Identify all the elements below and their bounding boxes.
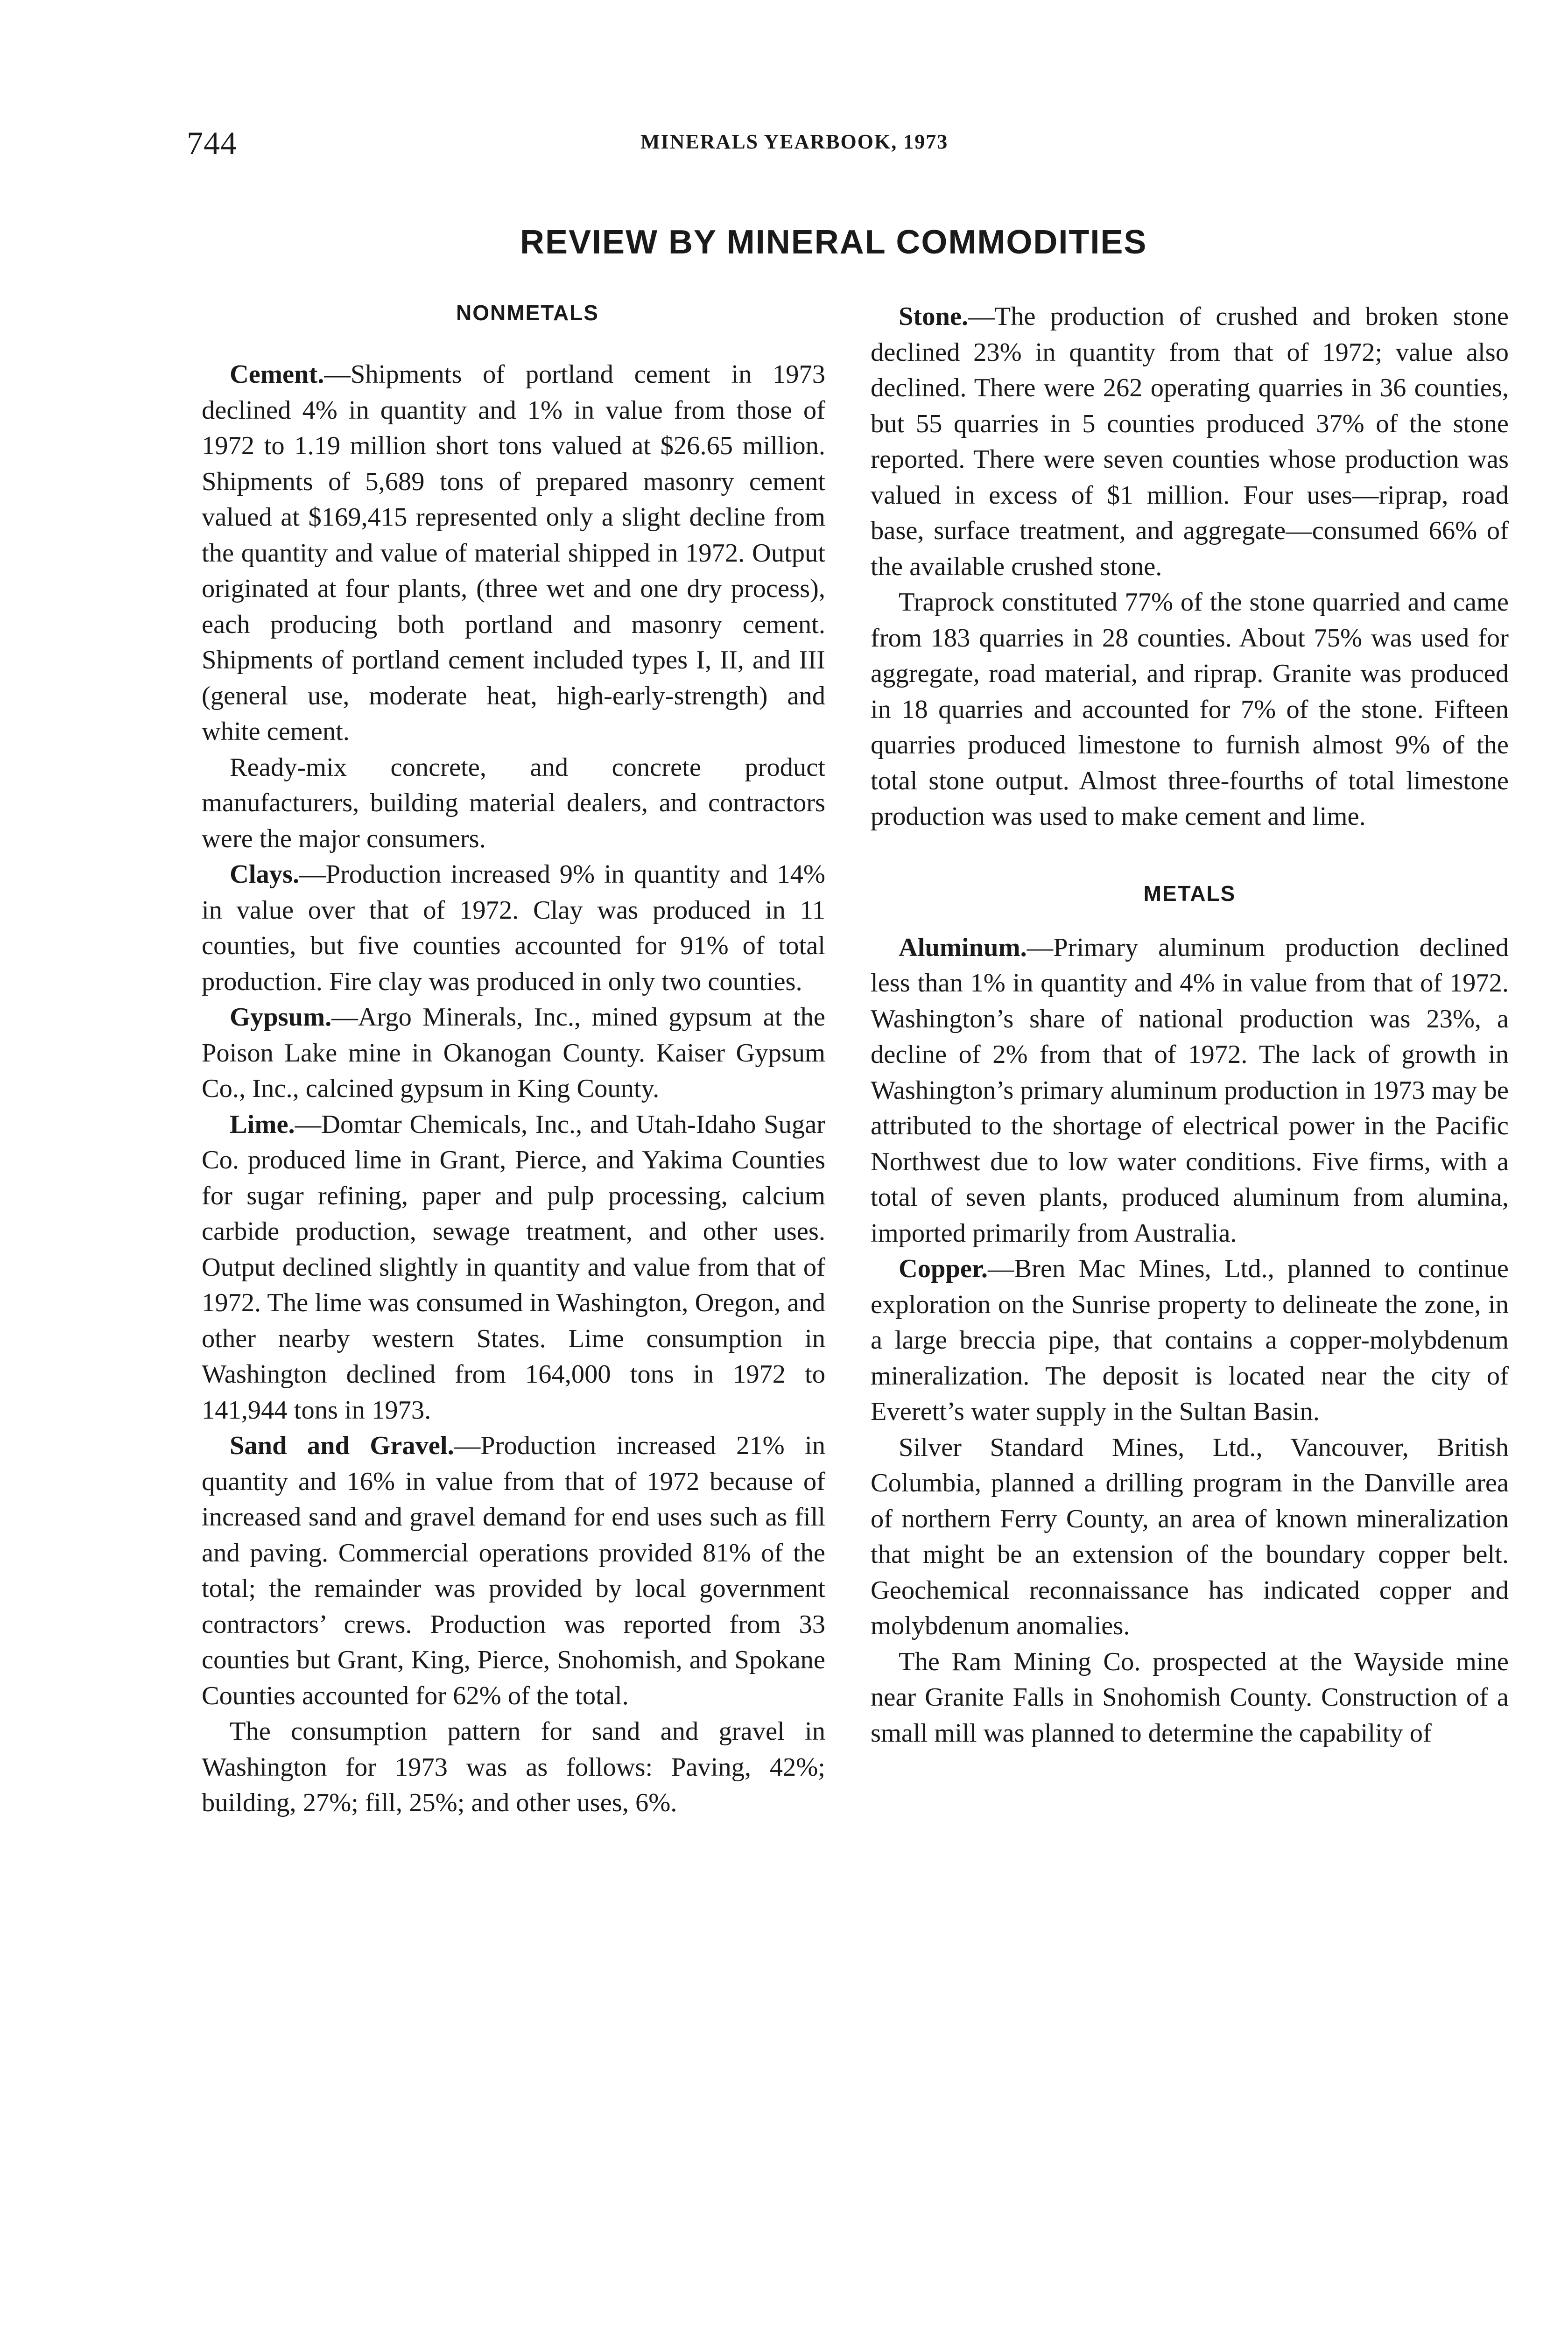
paragraph-body-gypsum: —Argo Minerals, Inc., mined gypsum at the Poison Lake mine in Okanogan County. Kaiser Gypsum Co., Inc., calcined gypsum in King County. (202, 1003, 825, 1103)
paragraph-head-cement: Cement. (230, 360, 324, 389)
paragraph-head-lime: Lime. (230, 1110, 295, 1139)
left-column (202, 299, 825, 1821)
paragraph-body-aluminum: —Primary aluminum production declined less than 1% in quantity and 4% in value from that of 1972. Washington’s share of national production was 23%, a decline of 2% from that of 1972. The lack of growth in Washington’s primary aluminum production in 1973 may be attributed to the shortage of electrical power in the Pacific Northwest due to low water conditions. Five firms, with a total of seven plants, produced aluminum from alumina, imported primarily from Australia. (871, 933, 1509, 1248)
section-heading-nonmetals: NONMETALS (456, 301, 599, 325)
paragraph-clays (202, 857, 825, 999)
paragraph-head-sand-gravel: Sand and Gravel. (230, 1431, 454, 1460)
paragraph-body-clays: —Production increased 9% in quantity and 14% in value over that of 1972. Clay was produced in 11 counties, but five counties accounted for 91% of total production. Fire clay was produced in only two counties. (202, 860, 825, 996)
paragraph-lime (202, 1107, 825, 1428)
paragraph-cement-consumers: Ready-mix concrete, and concrete product manufacturers, building material dealers, and contractors were the major consumers. (202, 752, 825, 853)
right-column (871, 299, 1509, 1751)
paragraph-body-cement: —Shipments of portland cement in 1973 declined 4% in quantity and 1% in value from those of 1972 to 1.19 million short tons valued at $26.65 million. Shipments of 5,689 tons of prepared masonry cement valued at $169,415 represented only a slight decline from the quantity and value of material shipped in 1972. Output originated at four plants, (three wet and one dry process), each producing both portland and masonry cement. Shipments of portland cement included types I, II, and III (general use, moderate heat, high-early-strength) and white cement. (202, 360, 825, 746)
paragraph-head-copper: Copper. (899, 1254, 988, 1283)
page-title: REVIEW BY MINERAL COMMODITIES (520, 224, 1147, 261)
paragraph-head-aluminum: Aluminum. (899, 933, 1027, 962)
running-head: MINERALS YEARBOOK, 1973 (640, 130, 949, 153)
paragraph-body-sand-gravel: —Production increased 21% in quantity and 16% in value from that of 1972 because of increased sand and gravel demand for end uses such as fill and paving. Commercial operations provided 81% of the total; the remainder was provided by local government contractors’ crews. Production was reported from 33 counties but Grant, King, Pierce, Snohomish, and Spokane Counties accounted for 62% of the total. (202, 1431, 825, 1710)
paragraph-stone (871, 299, 1509, 584)
paragraph-aluminum (871, 930, 1509, 1251)
paragraph-head-stone: Stone. (899, 302, 969, 331)
paragraph-head-clays: Clays. (230, 860, 300, 889)
page-number: 744 (187, 126, 237, 162)
paragraph-sand-gravel (202, 1428, 825, 1714)
paragraph-copper (871, 1251, 1509, 1430)
paragraph-body-lime: —Domtar Chemicals, Inc., and Utah-Idaho Sugar Co. produced lime in Grant, Pierce, and Yakima Counties for sugar refining, paper and pulp processing, calcium carbide production, sewage treatment, and other uses. Output declined slightly in quantity and value from that of 1972. The lime was consumed in Washington, Oregon, and other nearby western States. Lime consumption in Washington declined from 164,000 tons in 1972 to 141,944 tons in 1973. (202, 1110, 825, 1425)
paragraph-silver-standard: Silver Standard Mines, Ltd., Vancouver, British Columbia, planned a drilling program in the Danville area of northern Ferry County, an area of known mineralization that might be an extension of the boundary copper belt. Geochemical reconnaissance has indicated copper and molybdenum anomalies. (871, 1433, 1509, 1640)
paragraph-gypsum (202, 999, 825, 1107)
paragraph-ram-mining: The Ram Mining Co. prospected at the Wayside mine near Granite Falls in Snohomish County. Construction of a small mill was planned to determine the capability of (871, 1647, 1509, 1748)
paragraph-body-copper: —Bren Mac Mines, Ltd., planned to continue exploration on the Sunrise property to delineate the zone, in a large breccia pipe, that contains a copper-molybdenum mineralization. The deposit is located near the city of Everett’s water supply in the Sultan Basin. (871, 1254, 1509, 1426)
paragraph-head-gypsum: Gypsum. (230, 1003, 332, 1032)
paragraph-cement (202, 357, 825, 750)
section-heading-metals: METALS (1143, 881, 1236, 906)
paragraph-sand-gravel-consumption: The consumption pattern for sand and gravel in Washington for 1973 was as follows: Paving, 42%; building, 27%; fill, 25%; and other uses, 6%. (202, 1717, 825, 1817)
paragraph-body-stone: —The production of crushed and broken stone declined 23% in quantity from that of 1972; value also declined. There were 262 operating quarries in 36 counties, but 55 quarries in 5 counties produced 37% of the stone reported. There were seven counties whose production was valued in excess of $1 million. Four uses—riprap, road base, surface treatment, and aggregate—consumed 66% of the available crushed stone. (871, 302, 1509, 581)
paragraph-traprock: Traprock constituted 77% of the stone quarried and came from 183 quarries in 28 counties. About 75% was used for aggregate, road material, and riprap. Granite was produced in 18 quarries and accounted for 7% of the stone. Fifteen quarries produced limestone to furnish almost 9% of the total stone output. Almost three-fourths of total limestone production was used to make cement and lime. (871, 588, 1509, 831)
